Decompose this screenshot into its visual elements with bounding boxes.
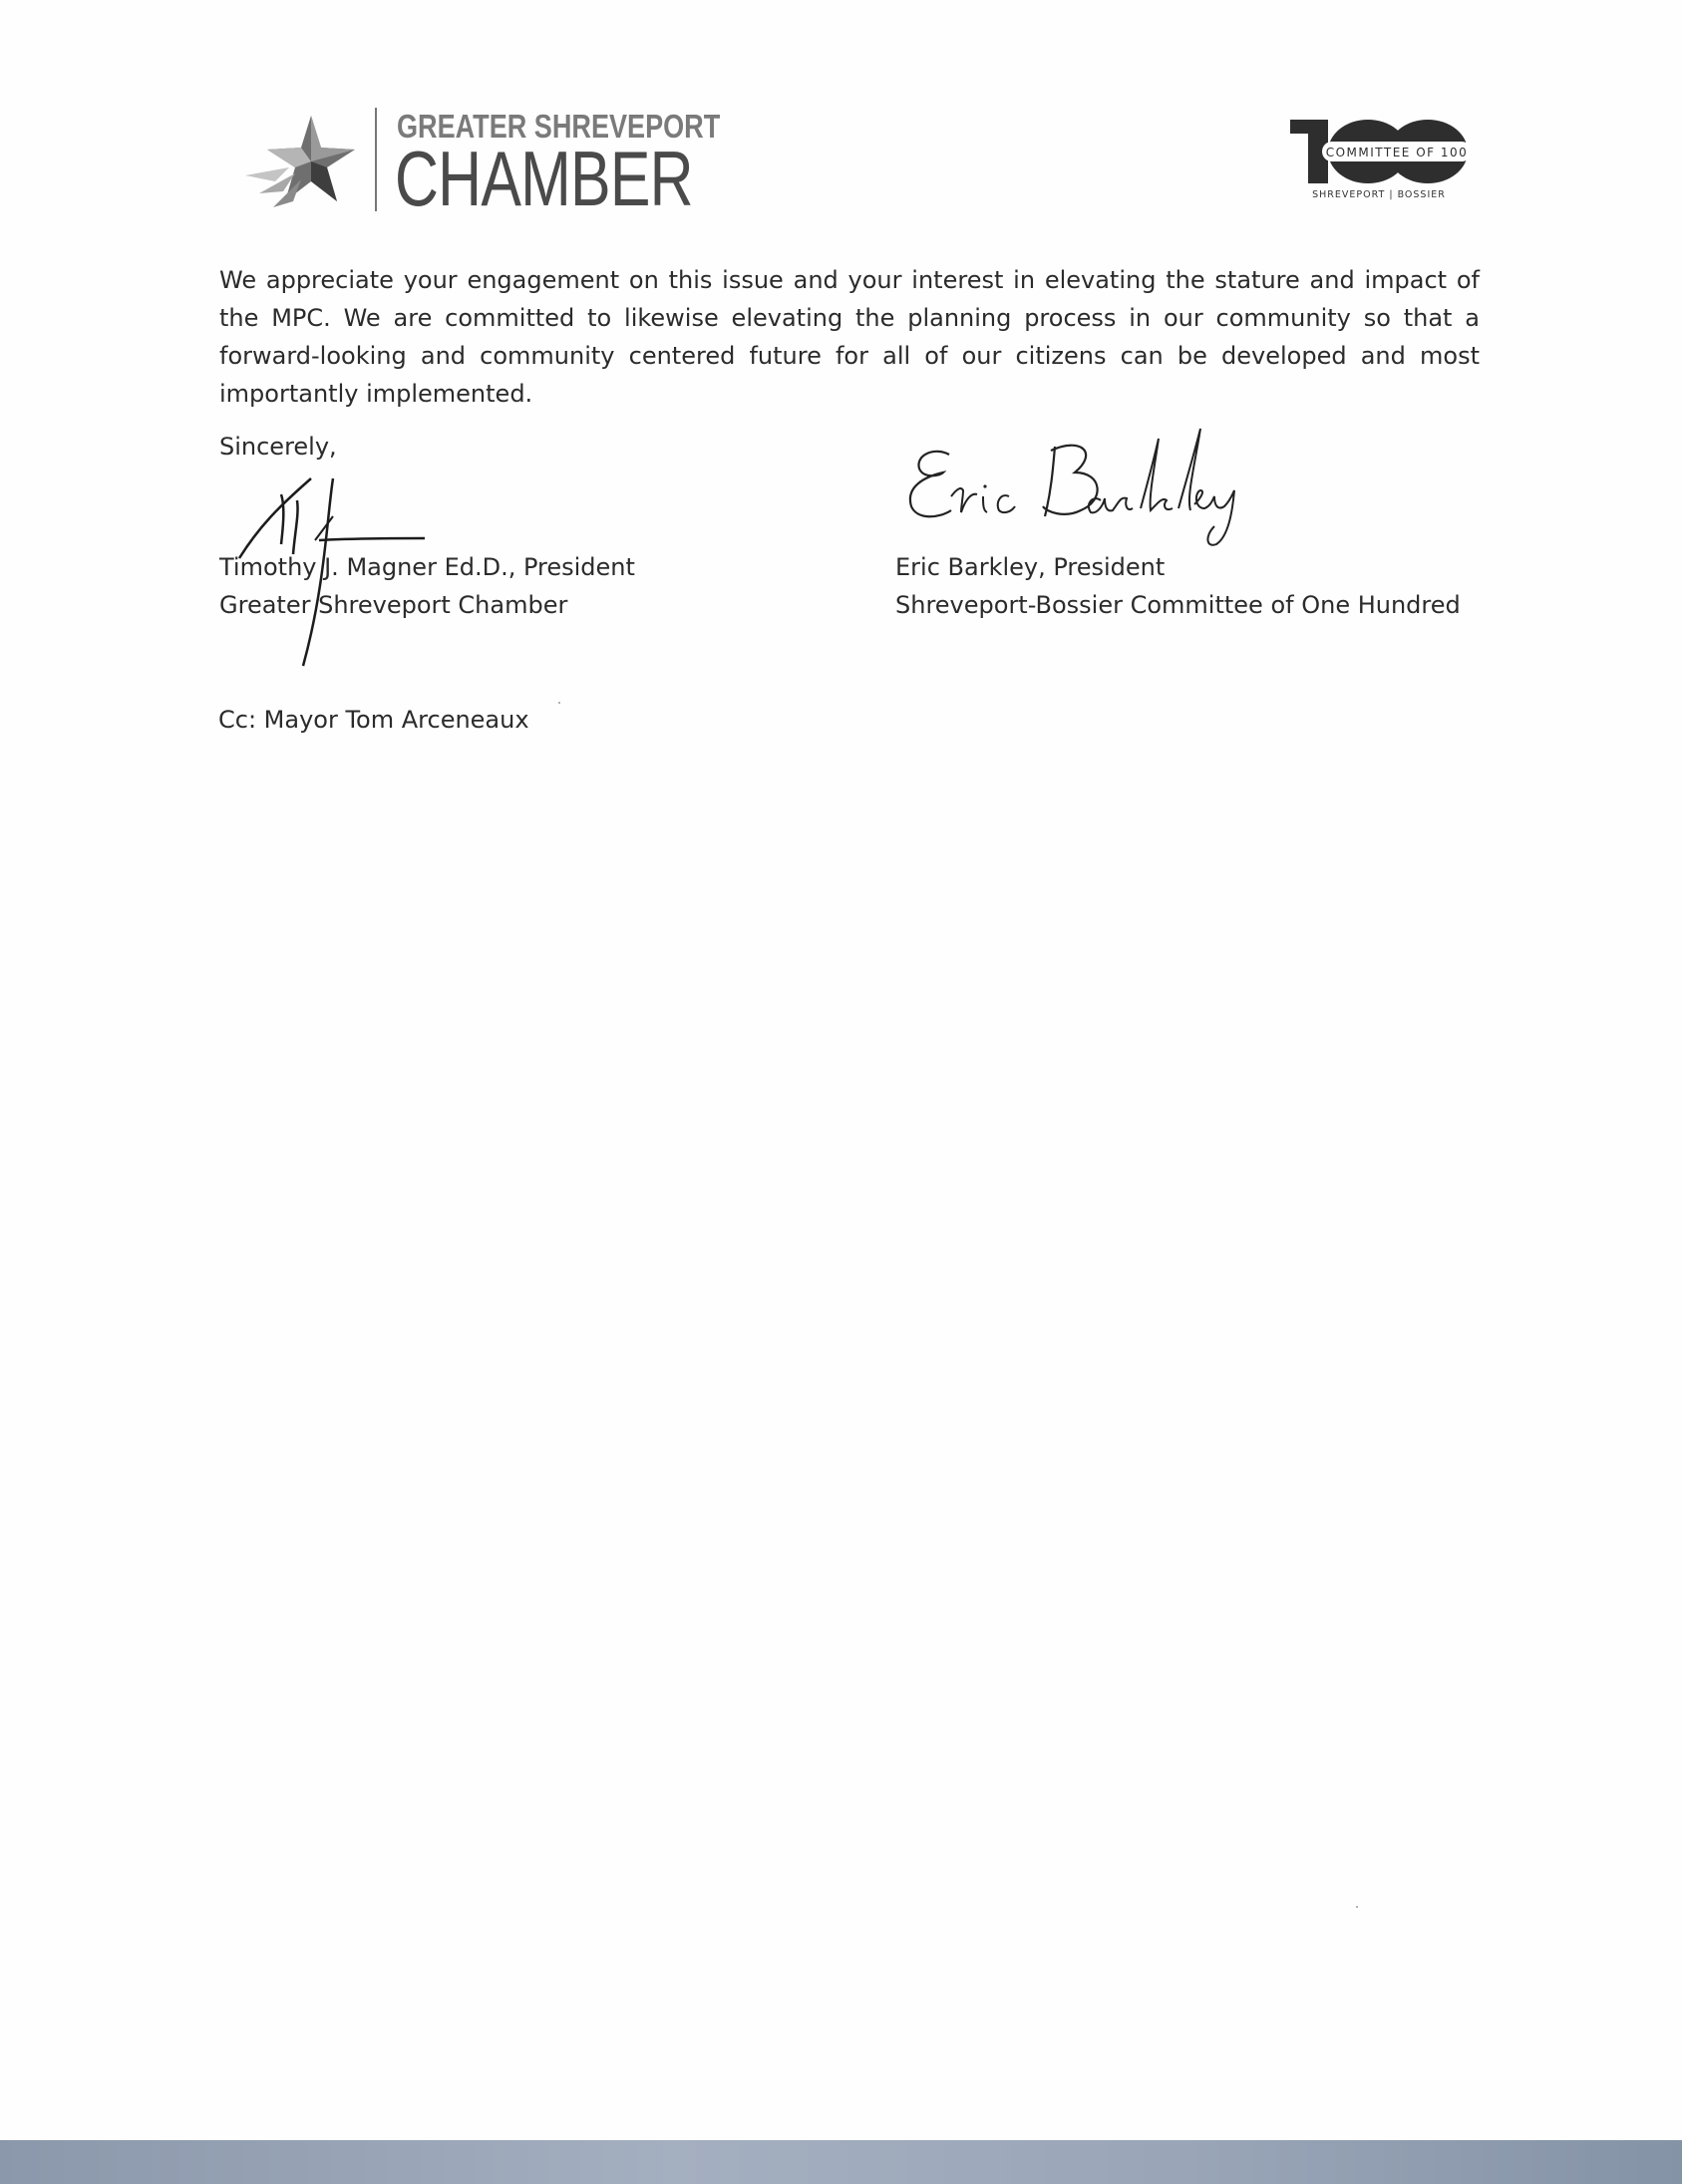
signatory-left-name: Timothy J. Magner Ed.D., President — [219, 553, 635, 581]
signatory-left-org: Greater Shreveport Chamber — [219, 591, 568, 619]
chamber-logo-line2: CHAMBER — [395, 135, 693, 222]
greater-shreveport-chamber-logo — [245, 108, 721, 222]
signatory-right-org: Shreveport-Bossier Committee of One Hundred — [895, 591, 1461, 619]
barkley-signature — [905, 427, 1264, 556]
closing-salutation: Sincerely, — [219, 433, 337, 461]
cc-line: Cc: Mayor Tom Arceneaux — [218, 706, 529, 734]
committee-location: SHREVEPORT | BOSSIER — [1312, 189, 1446, 200]
committee-name-text: COMMITTEE OF 100 — [1325, 146, 1469, 159]
letter-body: We appreciate your engagement on this issue and your interest in elevating the stature and impact of the MPC. We are committed to likewise elevating the planning process in our community so that a forward-looking and community centered future for all of our citizens can be developed and most importantly implemented. — [219, 266, 1480, 408]
scan-edge-band — [0, 2140, 1682, 2184]
signatory-right — [895, 548, 1461, 624]
committee-100-emblem — [1286, 112, 1476, 191]
scan-speck — [1356, 1906, 1358, 1908]
signatory-left — [219, 548, 635, 624]
chamber-logo-line1: GREATER SHREVEPORT — [397, 108, 721, 145]
logo-divider — [375, 108, 377, 211]
star-logo-icon — [245, 112, 377, 207]
scan-speck — [558, 702, 560, 704]
signatory-right-name: Eric Barkley, President — [895, 553, 1166, 581]
committee-of-100-logo — [1286, 112, 1476, 211]
